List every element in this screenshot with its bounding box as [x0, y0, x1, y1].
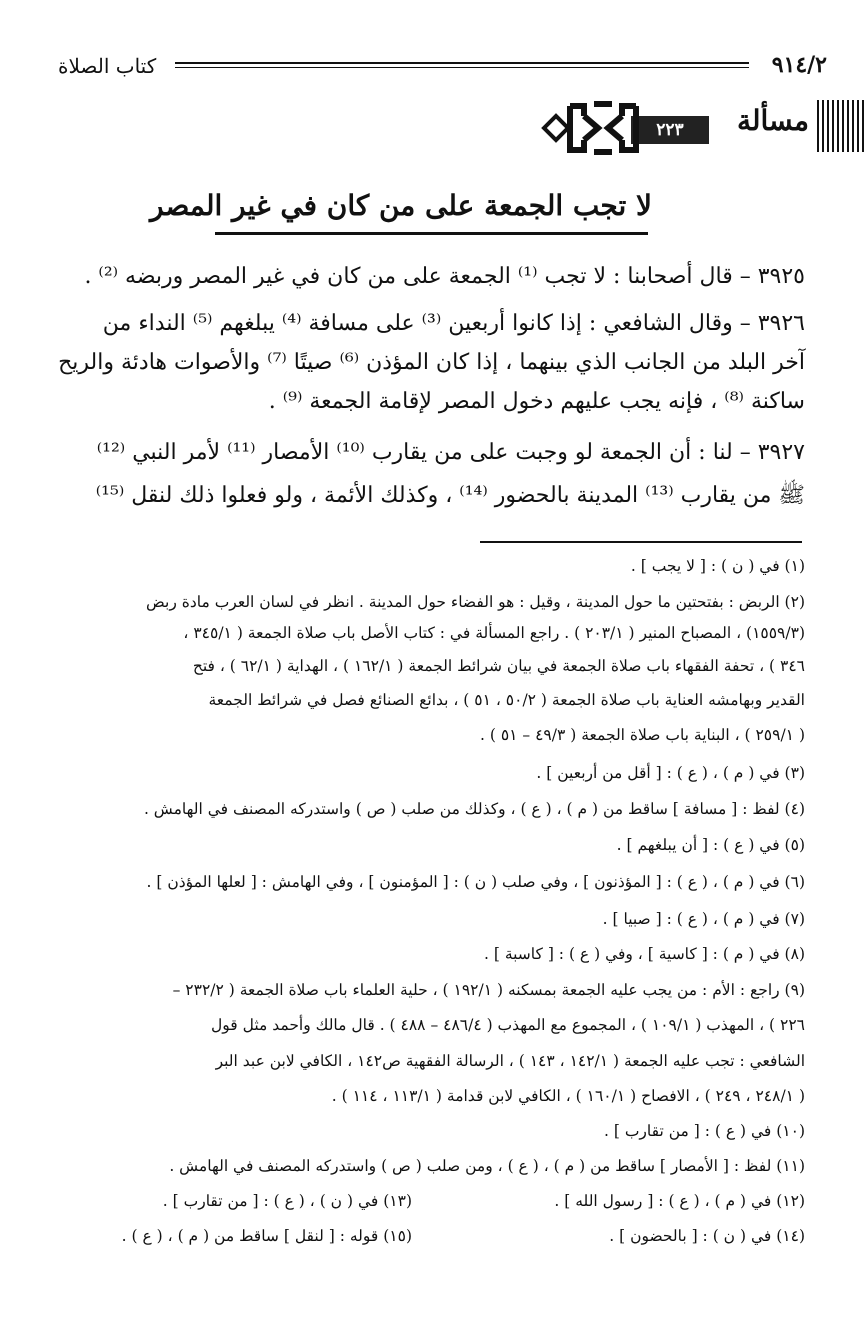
footnote-4: (٤) لفظ : [ مسافة ] ساقط من ( م ) ، ( ع ) ، وكذلك من صلب ( ص ) واستدركه المصنف في الهامش . [143, 800, 805, 818]
footnote-7: (٧) في ( م ) ، ( ع ) : [ صبيا ] . [602, 910, 805, 928]
footnote-10: (١٠) في ( ع ) : [ من تقارب ] . [603, 1122, 805, 1140]
chapter-title-underline [215, 232, 648, 235]
paragraph-3927: ٣٩٢٧ – لنا : أن الجمعة لو وجبت على من يقارب ⁽¹⁰⁾ الأمصار ⁽¹¹⁾ لأمر النبي ⁽¹²⁾ [96, 440, 805, 465]
paragraph-3925: ٣٩٢٥ – قال أصحابنا : لا تجب ⁽¹⁾ الجمعة على من كان في غير المصر وربضه ⁽²⁾ . [84, 264, 805, 289]
footnote-2-line-4: القدير وبهامشه العناية باب صلاة الجمعة ( ٥٠/٢ ، ٥١ ) ، بدائع الصنائع فصل في شرائط الجمعة [208, 691, 805, 709]
footnote-9-line-2: ٢٢٦ ) ، المهذب ( ١٠٩/١ ) ، المجموع مع المهذب ( ٤٨٦/٤ – ٤٨٨ ) . قال مالك وأحمد مثل قول [210, 1016, 805, 1034]
footnote-15: (١٥) قوله : [ لنقل ] ساقط من ( م ) ، ( ع ) . [121, 1227, 412, 1245]
footnote-13: (١٣) في ( ن ) ، ( ع ) : [ من تقارب ] . [162, 1192, 412, 1210]
footnote-6: (٦) في ( م ) ، ( ع ) : [ المؤذنون ] ، وفي صلب ( ن ) : [ المؤمنون ] ، وفي الهامش : [ لعلها المؤذن ] . [146, 873, 805, 891]
masala-number: ٢٢٣ [631, 116, 709, 144]
footnote-9-line-4: ( ٢٤٨/١ ، ٢٤٩ ) ، الافصاح ( ١٦٠/١ ) ، الكافي لابن قدامة ( ١١٣/١ ، ١١٤ ) . [331, 1087, 805, 1105]
decorative-knot-ornament [536, 98, 644, 158]
footnote-9: (٩) راجع : الأم : من يجب عليه الجمعة بمسكنه ( ١٩٢/١ ) ، حلية العلماء باب صلاة الجمعة ( ٢٣٢/٢ – [172, 981, 805, 999]
footnote-14: (١٤) في ( ن ) : [ بالحضون ] . [609, 1227, 805, 1245]
hatch-ornament [817, 100, 867, 152]
footnote-11: (١١) لفظ : [ الأمصار ] ساقط من ( م ) ، ( ع ) ، ومن صلب ( ص ) واستدركه المصنف في الهامش . [169, 1157, 805, 1175]
footnote-2-line-3: ٣٤٦ ) ، تحفة الفقهاء باب صلاة الجمعة في بيان شرائط الجمعة ( ١٦٢/١ ) ، الهداية ( ٦٢/١ ) ، فتح [192, 657, 805, 675]
footnote-2: (٢) الربض : بفتحتين ما حول المدينة ، وقيل : هو الفضاء حول المدينة . انظر في لسان العرب مادة ربض [146, 593, 805, 611]
page-number: ٩١٤/٢ [771, 52, 827, 78]
footnote-9-line-3: الشافعي : تجب عليه الجمعة ( ١٤٢/١ ، ١٤٣ ) ، الرسالة الفقهية ص١٤٢ ، الكافي لابن عبد البر [215, 1052, 805, 1070]
footnote-8: (٨) في ( م ) : [ كاسية ] ، وفي ( ع ) : [ كاسبة ] . [483, 945, 805, 963]
paragraph-3926-line-3: ساكنة ⁽⁸⁾ ، فإنه يجب عليهم دخول المصر لإقامة الجمعة ⁽⁹⁾ . [268, 389, 805, 414]
masala-label: مسألة [736, 104, 809, 137]
footnote-separator [480, 541, 802, 543]
footnote-2-line-2: (١٥٥٩/٣) ، المصباح المنير ( ٢٠٣/١ ) . راجع المسألة في : كتاب الأصل باب صلاة الجمعة ( ٣٤٥/١ ، [183, 624, 805, 642]
footnote-12: (١٢) في ( م ) ، ( ع ) : [ رسول الله ] . [554, 1192, 805, 1210]
footnote-1: (١) في ( ن ) : [ لا يجب ] . [630, 557, 805, 575]
chapter-title: لا تجب الجمعة على من كان في غير المصر [150, 189, 652, 222]
footnote-5: (٥) في ( ع ) : [ أن يبلغهم ] . [616, 836, 805, 854]
header-rule [175, 62, 749, 68]
footnote-3: (٣) في ( م ) ، ( ع ) : [ أقل من أربعين ] . [536, 764, 805, 782]
footnote-2-line-5: ( ٢٥٩/١ ) ، البناية باب صلاة الجمعة ( ٤٩/٣ – ٥١ ) . [480, 726, 805, 744]
paragraph-3926: ٣٩٢٦ – وقال الشافعي : إذا كانوا أربعين ⁽³⁾ على مسافة ⁽⁴⁾ يبلغهم ⁽⁵⁾ النداء من [102, 311, 805, 336]
paragraph-3926-line-2: آخر البلد من الجانب الذي بينهما ، إذا كان المؤذن ⁽⁶⁾ صيتًا ⁽⁷⁾ والأصوات هادئة والريح [58, 350, 805, 375]
paragraph-3927-line-2: ﷺ من يقارب ⁽¹³⁾ المدينة بالحضور ⁽¹⁴⁾ ، وكذلك الأئمة ، ولو فعلوا ذلك لنقل ⁽¹⁵⁾ [95, 483, 805, 508]
book-title: كتاب الصلاة [58, 54, 157, 78]
